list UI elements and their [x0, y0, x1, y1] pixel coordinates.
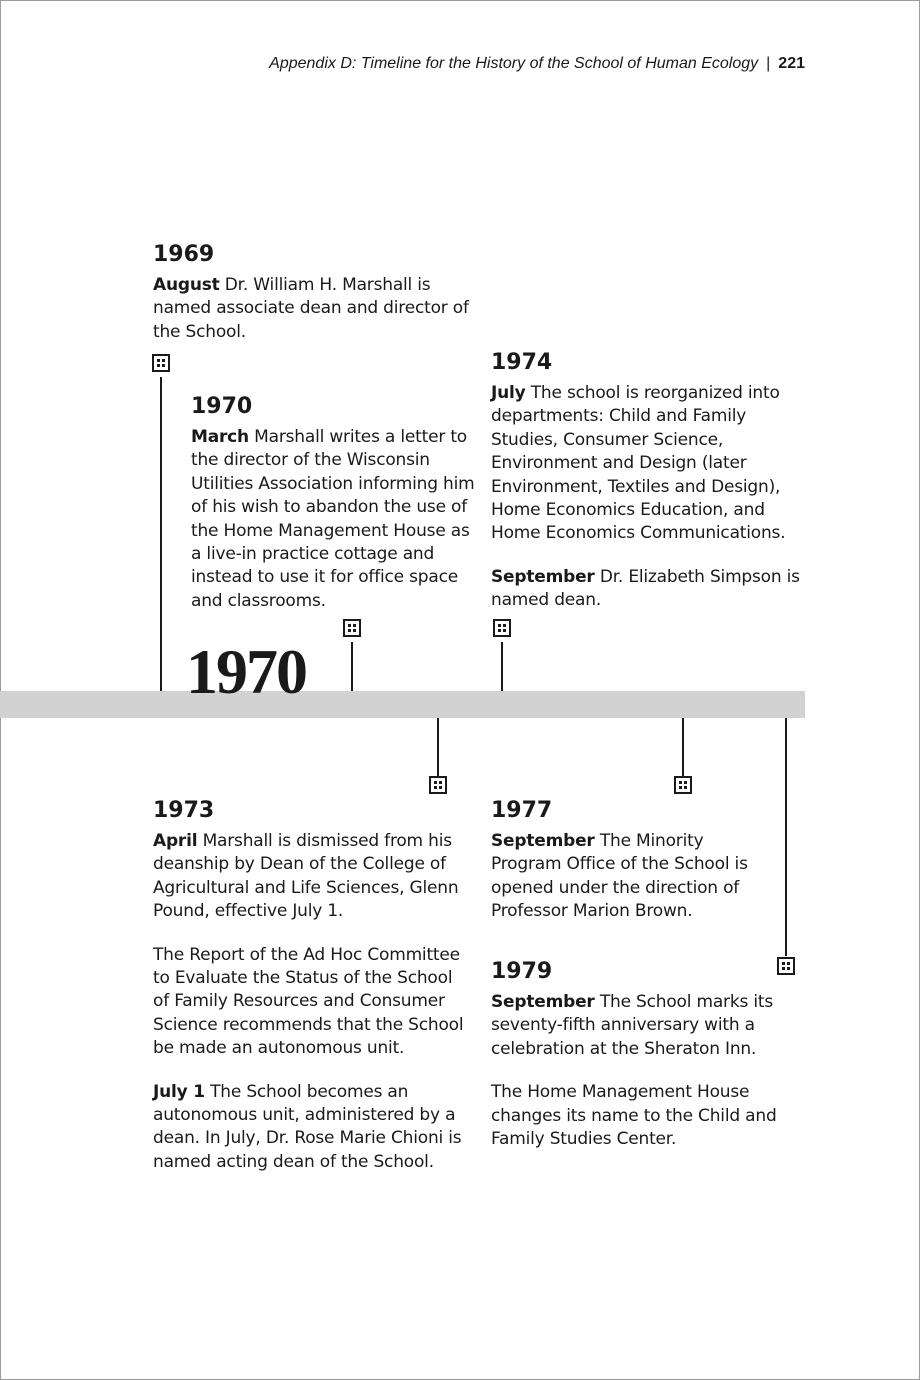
- marker-square-icon: [343, 619, 361, 637]
- entry-paragraph: [491, 566, 803, 613]
- marker-square-icon: [429, 776, 447, 794]
- entry-lead: September: [491, 992, 595, 1012]
- entry-text: Marshall is dismissed from his deanship by Dean of the College of Agricultural and Life Sciences, Glenn Pound, effective July 1.: [153, 831, 459, 922]
- marker-square-icon: [674, 776, 692, 794]
- entry-text: The School becomes an autonomous unit, administered by a dean. In July, Dr. Rose Marie Chioni is named acting dean of the School.: [153, 1081, 462, 1172]
- entry-text: Dr. William H. Marshall is named associate dean and director of the School.: [153, 275, 469, 342]
- connector-line-1973: [437, 718, 439, 776]
- header-separator: |: [766, 55, 771, 72]
- entry-text: Dr. Elizabeth Simpson is named dean.: [491, 566, 800, 611]
- entry-lead: August: [153, 275, 220, 295]
- entry-paragraph: [491, 830, 773, 924]
- entry-lead: July: [491, 383, 526, 403]
- entry-year: 1969: [153, 242, 215, 267]
- entry-lead: March: [191, 427, 249, 447]
- entry-paragraph: [191, 426, 476, 613]
- entry-paragraph: [491, 1081, 779, 1151]
- entry-year: 1970: [191, 394, 253, 419]
- decade-label: 1970: [186, 636, 306, 707]
- entry-lead: July 1: [153, 1081, 205, 1102]
- connector-line-1977: [682, 718, 684, 776]
- entry-text: The Minority Program Office of the School is opened under the direction of Professor Marion Brown.: [491, 831, 748, 922]
- page-number: 221: [778, 55, 805, 72]
- entry-lead: September: [491, 831, 595, 851]
- connector-line-1970: [351, 642, 353, 691]
- timeline-entry-1973: [153, 798, 473, 1174]
- entry-year: 1977: [491, 798, 553, 823]
- entry-text: The School marks its seventy-fifth anniversary with a celebration at the Sheraton Inn.: [491, 992, 773, 1059]
- entry-year: 1979: [491, 959, 553, 984]
- timeline-bar: [0, 691, 805, 718]
- running-header: [269, 55, 805, 73]
- marker-square-icon: [152, 354, 170, 372]
- timeline-entry-1979: [491, 959, 779, 1151]
- connector-line-1974: [501, 642, 503, 691]
- entry-paragraph: [153, 830, 473, 924]
- entry-text: The Home Management House changes its name to the Child and Family Studies Center.: [491, 1082, 777, 1150]
- running-header-title: Appendix D: Timeline for the History of the School of Human Ecology: [269, 55, 759, 72]
- entry-paragraph: [491, 991, 779, 1061]
- entry-paragraph: [153, 1081, 473, 1175]
- entry-text: Marshall writes a letter to the director of the Wisconsin Utilities Association informing him of his wish to abandon the use of the Home Management House as a live-in practice cottage and instead to use it for office space and classrooms.: [191, 427, 475, 611]
- timeline-entry-1977: [491, 798, 773, 924]
- marker-square-icon: [493, 619, 511, 637]
- entry-year: 1973: [153, 798, 215, 823]
- entry-year: 1974: [491, 350, 553, 375]
- timeline-entry-1970: [191, 394, 476, 613]
- entry-paragraph: [153, 944, 473, 1061]
- entry-lead: April: [153, 831, 198, 851]
- connector-line-1979: [785, 718, 787, 956]
- entry-text: The Report of the Ad Hoc Committee to Evaluate the Status of the School of Family Resources and Consumer Science recommends that the School be made an autonomous unit.: [153, 944, 464, 1059]
- marker-square-icon: [777, 957, 795, 975]
- timeline-entry-1969: [153, 242, 473, 344]
- connector-line-1969: [160, 377, 162, 691]
- timeline-entry-1974: [491, 350, 803, 613]
- entry-text: The school is reorganized into departments: Child and Family Studies, Consumer Science, Environment and Design (later Environment, Textiles and Design), Home Economics Education, and Home Economics Communications.: [491, 383, 786, 544]
- entry-paragraph: [491, 382, 803, 546]
- entry-paragraph: [153, 274, 473, 344]
- entry-lead: September: [491, 566, 595, 587]
